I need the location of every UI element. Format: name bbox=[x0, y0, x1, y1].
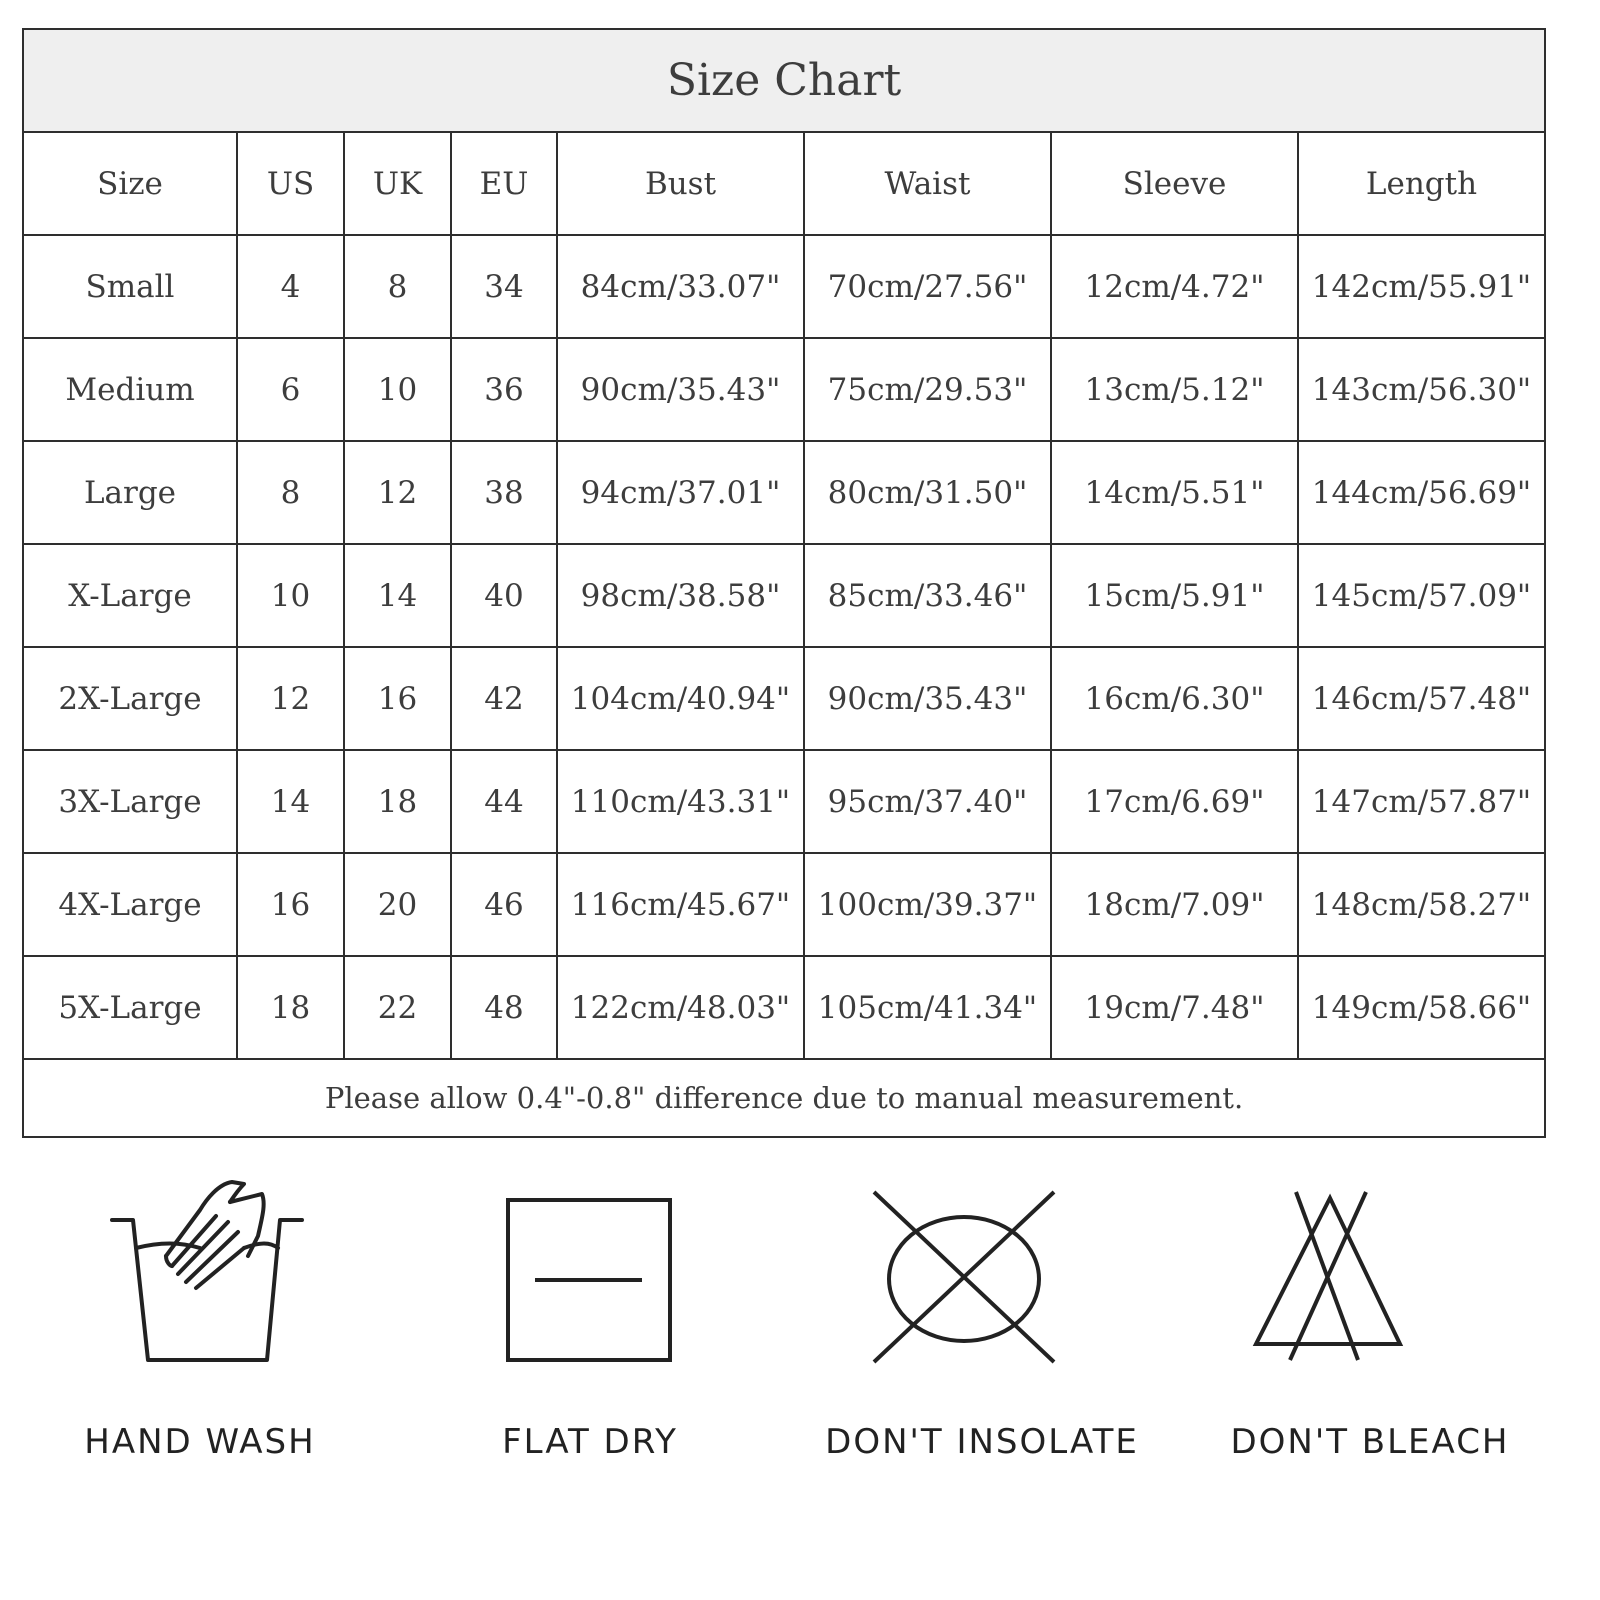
dont-bleach-icon bbox=[1200, 1170, 1540, 1410]
column-header: Sleeve bbox=[1051, 132, 1298, 235]
table-cell: 22 bbox=[344, 956, 451, 1059]
table-row bbox=[23, 647, 1545, 750]
header-row bbox=[23, 132, 1545, 235]
column-header: Bust bbox=[557, 132, 804, 235]
table-cell: 8 bbox=[344, 235, 451, 338]
table-cell: 40 bbox=[451, 544, 557, 647]
care-dont-bleach bbox=[1200, 1170, 1540, 1490]
table-cell: 143cm/56.30" bbox=[1298, 338, 1545, 441]
table-row bbox=[23, 338, 1545, 441]
table-row bbox=[23, 956, 1545, 1059]
column-header: EU bbox=[451, 132, 557, 235]
size-name-cell: 5X-Large bbox=[23, 956, 237, 1059]
table-row bbox=[23, 544, 1545, 647]
table-cell: 18 bbox=[344, 750, 451, 853]
flat-dry-icon bbox=[420, 1170, 760, 1410]
table-cell: 145cm/57.09" bbox=[1298, 544, 1545, 647]
table-cell: 14 bbox=[344, 544, 451, 647]
table-cell: 148cm/58.27" bbox=[1298, 853, 1545, 956]
table-cell: 48 bbox=[451, 956, 557, 1059]
table-row bbox=[23, 235, 1545, 338]
column-header: UK bbox=[344, 132, 451, 235]
table-cell: 122cm/48.03" bbox=[557, 956, 804, 1059]
care-dont-insolate bbox=[812, 1170, 1152, 1490]
table-cell: 85cm/33.46" bbox=[804, 544, 1051, 647]
size-chart-table bbox=[22, 28, 1546, 1138]
table-row bbox=[23, 853, 1545, 956]
table-cell: 8 bbox=[237, 441, 344, 544]
table-cell: 105cm/41.34" bbox=[804, 956, 1051, 1059]
table-cell: 90cm/35.43" bbox=[557, 338, 804, 441]
table-cell: 44 bbox=[451, 750, 557, 853]
column-header: Size bbox=[23, 132, 237, 235]
page-title: Size Chart bbox=[23, 29, 1545, 132]
table-cell: 149cm/58.66" bbox=[1298, 956, 1545, 1059]
table-cell: 144cm/56.69" bbox=[1298, 441, 1545, 544]
table-cell: 98cm/38.58" bbox=[557, 544, 804, 647]
care-label: HAND WASH bbox=[84, 1422, 316, 1462]
table-cell: 147cm/57.87" bbox=[1298, 750, 1545, 853]
table-cell: 15cm/5.91" bbox=[1051, 544, 1298, 647]
table-cell: 42 bbox=[451, 647, 557, 750]
size-name-cell: 4X-Large bbox=[23, 853, 237, 956]
size-name-cell: Large bbox=[23, 441, 237, 544]
column-header: US bbox=[237, 132, 344, 235]
table-cell: 90cm/35.43" bbox=[804, 647, 1051, 750]
size-name-cell: Small bbox=[23, 235, 237, 338]
table-cell: 12 bbox=[344, 441, 451, 544]
table-cell: 20 bbox=[344, 853, 451, 956]
care-label: DON'T BLEACH bbox=[1230, 1422, 1510, 1462]
column-header: Length bbox=[1298, 132, 1545, 235]
care-hand-wash bbox=[30, 1170, 370, 1490]
hand-wash-icon bbox=[30, 1170, 370, 1410]
table-cell: 12cm/4.72" bbox=[1051, 235, 1298, 338]
size-name-cell: 3X-Large bbox=[23, 750, 237, 853]
table-cell: 110cm/43.31" bbox=[557, 750, 804, 853]
table-cell: 18cm/7.09" bbox=[1051, 853, 1298, 956]
table-row bbox=[23, 750, 1545, 853]
table-cell: 19cm/7.48" bbox=[1051, 956, 1298, 1059]
table-cell: 12 bbox=[237, 647, 344, 750]
table-cell: 4 bbox=[237, 235, 344, 338]
column-header: Waist bbox=[804, 132, 1051, 235]
table-cell: 16 bbox=[344, 647, 451, 750]
table-cell: 95cm/37.40" bbox=[804, 750, 1051, 853]
table-cell: 36 bbox=[451, 338, 557, 441]
table-cell: 104cm/40.94" bbox=[557, 647, 804, 750]
table-cell: 14cm/5.51" bbox=[1051, 441, 1298, 544]
table-cell: 38 bbox=[451, 441, 557, 544]
dont-insolate-icon bbox=[812, 1170, 1152, 1410]
table-cell: 13cm/5.12" bbox=[1051, 338, 1298, 441]
table-cell: 16cm/6.30" bbox=[1051, 647, 1298, 750]
table-cell: 6 bbox=[237, 338, 344, 441]
measurement-note: Please allow 0.4"-0.8" difference due to manual measurement. bbox=[23, 1059, 1545, 1137]
table-cell: 94cm/37.01" bbox=[557, 441, 804, 544]
table-cell: 18 bbox=[237, 956, 344, 1059]
table-cell: 10 bbox=[344, 338, 451, 441]
table-cell: 34 bbox=[451, 235, 557, 338]
care-label: FLAT DRY bbox=[502, 1422, 678, 1462]
table-cell: 10 bbox=[237, 544, 344, 647]
table-cell: 84cm/33.07" bbox=[557, 235, 804, 338]
table-cell: 17cm/6.69" bbox=[1051, 750, 1298, 853]
table-cell: 80cm/31.50" bbox=[804, 441, 1051, 544]
table-cell: 46 bbox=[451, 853, 557, 956]
table-row bbox=[23, 441, 1545, 544]
care-label: DON'T INSOLATE bbox=[825, 1422, 1139, 1462]
table-cell: 116cm/45.67" bbox=[557, 853, 804, 956]
table-cell: 100cm/39.37" bbox=[804, 853, 1051, 956]
size-name-cell: Medium bbox=[23, 338, 237, 441]
size-name-cell: 2X-Large bbox=[23, 647, 237, 750]
table-cell: 75cm/29.53" bbox=[804, 338, 1051, 441]
table-cell: 142cm/55.91" bbox=[1298, 235, 1545, 338]
size-name-cell: X-Large bbox=[23, 544, 237, 647]
table-cell: 146cm/57.48" bbox=[1298, 647, 1545, 750]
table-cell: 70cm/27.56" bbox=[804, 235, 1051, 338]
table-cell: 16 bbox=[237, 853, 344, 956]
care-flat-dry bbox=[420, 1170, 760, 1490]
table-cell: 14 bbox=[237, 750, 344, 853]
